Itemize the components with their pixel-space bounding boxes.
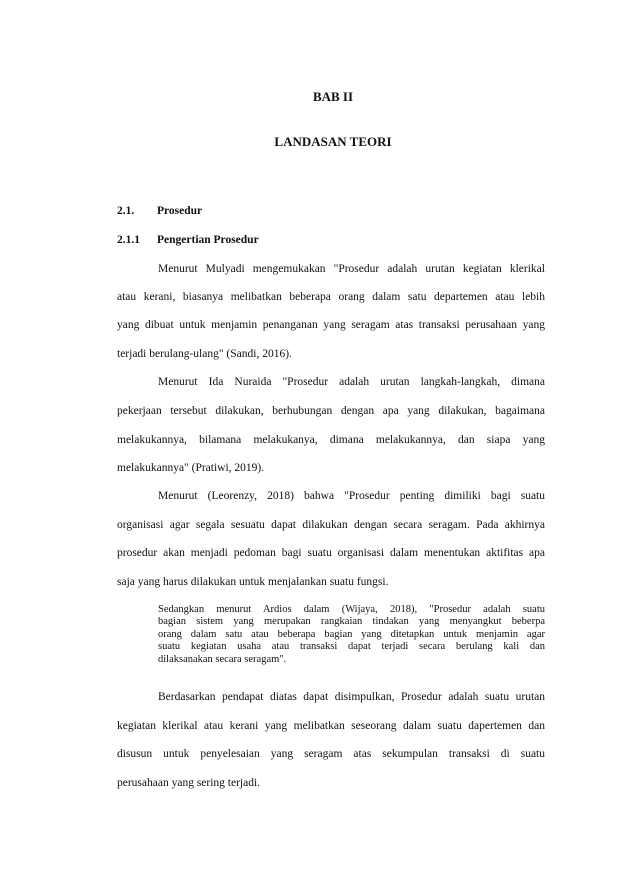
section-number: 2.1. bbox=[117, 205, 135, 217]
section-title: Prosedur bbox=[157, 205, 203, 217]
quote-line: orang dalam satu atau beberapa bagian yang ditetapkan untuk menjamin agar bbox=[158, 628, 545, 640]
subsection-heading bbox=[117, 234, 259, 246]
section-heading bbox=[117, 205, 202, 217]
paragraph-line: melakukannya" (Pratiwi, 2019). bbox=[117, 462, 265, 474]
block-quote bbox=[158, 604, 545, 666]
chapter-number: BAB II bbox=[312, 89, 354, 104]
paragraph-line: organisasi agar segala sesuatu dapat dilakukan dengan secara seragam. Pada akhirnya bbox=[117, 519, 545, 531]
paragraph-line: Menurut Ida Nuraida "Prosedur adalah urutan langkah-langkah, dimana bbox=[158, 376, 545, 388]
paragraph-line: Menurut (Leorenzy, 2018) bahwa "Prosedur penting dimiliki bagi suatu bbox=[158, 490, 545, 502]
paragraph-line: saja yang harus dilakukan untuk menjalankan suatu fungsi. bbox=[117, 576, 389, 588]
paragraph-line: melakukannya, bilamana melakukanya, dimana melakukannya, dan siapa yang bbox=[117, 434, 545, 446]
paragraph-line: yang dibuat untuk menjamin penanganan yang seragam atas transaksi perusahaan yang bbox=[117, 319, 545, 331]
paragraph-line: pekerjaan tersebut dilakukan, berhubungan dengan apa yang dilakukan, bagaimana bbox=[117, 405, 545, 417]
paragraph-line: Berdasarkan pendapat diatas dapat disimpulkan, Prosedur adalah suatu urutan bbox=[158, 691, 545, 703]
paragraph-line: perusahaan yang sering terjadi. bbox=[117, 777, 261, 789]
quote-line: dilaksanakan secara seragam". bbox=[158, 653, 287, 665]
paragraph-line: prosedur akan menjadi pedoman bagi suatu organisasi dalam menentukan aktifitas apa bbox=[117, 547, 545, 559]
paragraph-line: disusun untuk penyelesaian yang seragam atas sekumpulan transaksi di suatu bbox=[117, 748, 545, 760]
paragraph-line: atau kerani, biasanya melibatkan beberapa orang dalam satu departemen atau lebih bbox=[117, 291, 545, 303]
chapter-title: LANDASAN TEORI bbox=[274, 134, 392, 149]
subsection-title: Pengertian Prosedur bbox=[157, 234, 259, 246]
quote-line: suatu kegiatan usaha atau transaksi dapat terjadi secara berulang kali dan bbox=[158, 641, 545, 653]
quote-line: Sedangkan menurut Ardios dalam (Wijaya, 2018), "Prosedur adalah suatu bbox=[158, 604, 545, 615]
quote-line: bagian sistem yang merupakan rangkaian tindakan yang menyangkut beberpa bbox=[158, 616, 545, 628]
paragraph-line: terjadi berulang-ulang" (Sandi, 2016). bbox=[117, 348, 292, 360]
subsection-number: 2.1.1 bbox=[117, 234, 140, 246]
paragraph-line: Menurut Mulyadi mengemukakan "Prosedur adalah urutan kegiatan klerikal bbox=[158, 263, 545, 275]
paragraph-line: kegiatan klerikal atau kerani yang melibatkan seseorang dalam suatu dapertemen dan bbox=[117, 720, 545, 732]
